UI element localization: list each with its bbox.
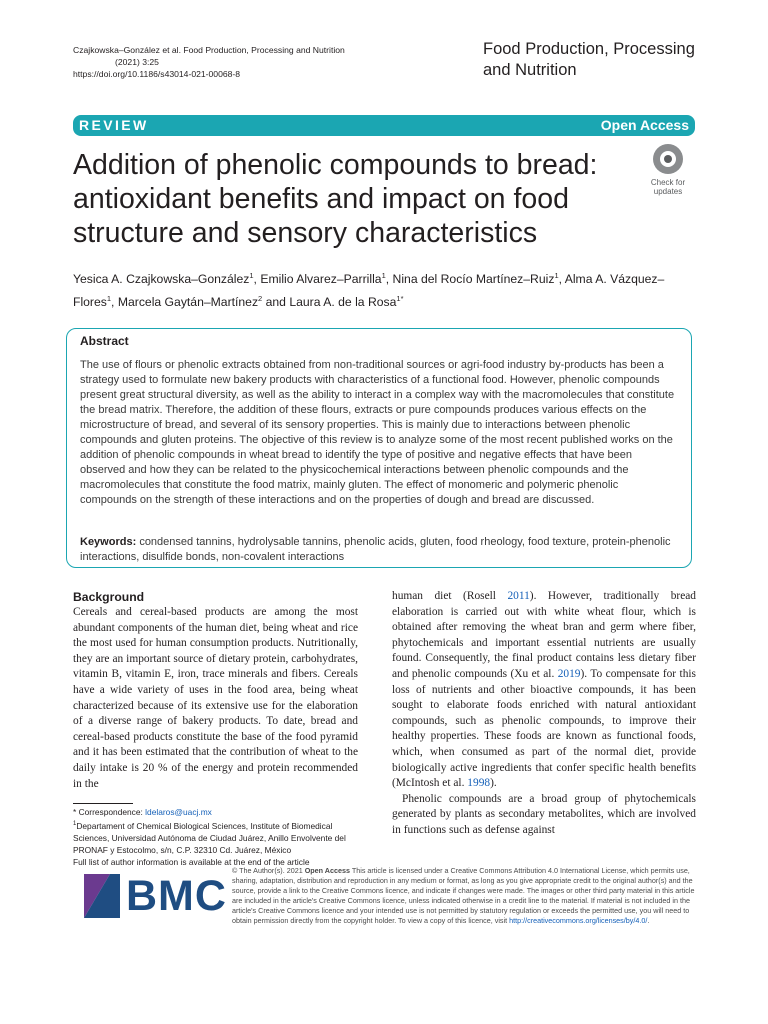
article-title: Addition of phenolic compounds to bread: antioxidant benefits and impact on food structure and sensory characteristics <box>73 149 598 249</box>
right-column <box>392 589 696 839</box>
citation <box>73 44 345 80</box>
affiliation: $^1$Departament of Chemical Biological Sciences, Institute of Biomedical Sciences, Universidad Autónoma de Ciudad Juárez, Anillo Envolvente del PRONAF y Estocolmo, s/n, C.P. 32310 Cd. Juárez, México <box>73 820 346 855</box>
open-access-label: Open Access <box>600 117 689 133</box>
license-link[interactable]: http://creativecommons.org/licenses/by/4.0/ <box>509 916 648 925</box>
author[interactable]: Yesica A. Czajkowska–González$^1$ <box>73 271 254 287</box>
keywords-list: condensed tannins, hydrolysable tannins, phenolic acids, gluten, food rheology, food texture, protein-phenolic interactions, disulfide bonds, non-covalent interactions <box>80 536 671 563</box>
citation-line1: Czajkowska–González et al. Food Production, Processing and Nutrition <box>73 45 345 55</box>
author[interactable]: Emilio Alvarez–Parrilla$^1$ <box>260 271 386 287</box>
keywords <box>80 535 678 565</box>
footnote <box>73 806 363 868</box>
body-paragraph: Phenolic compounds are a broad group of phytochemicals generated by plants as secondary metabolites, which are involved in functions such as defense against <box>392 792 696 836</box>
body-paragraph: Cereals and cereal-based products are among the most abundant components of the human diet, being wheat and rice the most used for human consumption products. Nutritionally, they are an important source of dietary protein, carbohydrates, vitamin B, vitamin E, iron, trace minerals and fibers. Cereals have a wide variety of uses in the food area, being wheat characterized because of its extensive use for the elaboration of a diverse range of bakery products. To date, bread and cereal-based products constitute the base of the food pyramid and it has been estimated that the contribution of wheat to the daily intake is 20 % of the energy and protein recommended in the <box>73 606 358 790</box>
correspondence: * Correspondence: ldelaros@uacj.mx <box>73 807 212 817</box>
journal-line1: Food Production, Processing <box>483 40 695 58</box>
left-column <box>73 589 358 792</box>
reference-link[interactable]: 2019 <box>557 667 581 680</box>
abstract-heading: Abstract <box>80 334 129 348</box>
check-for-updates-badge[interactable] <box>645 144 691 202</box>
reference-link[interactable]: 1998 <box>467 777 491 790</box>
section-heading-background: Background <box>73 590 145 604</box>
author-list: Yesica A. Czajkowska–González$^1$, Emilio Alvarez–Parrilla$^1$, Nina del Rocío Martínez–Ruiz$^1$, Alma A. Vázquez–Flores$^1$, Marcela Gaytán–Martínez$^2$ and Laura A. de la Rosa$^{1*}$ <box>73 271 665 310</box>
citation-line2: (2021) 3:25 <box>115 57 159 67</box>
check-updates-text: Check for updates <box>650 178 686 196</box>
footnote-divider <box>73 803 133 804</box>
article-type: REVIEW <box>79 117 149 133</box>
author[interactable]: Nina del Rocío Martínez–Ruiz$^1$ <box>392 271 559 287</box>
license-text: © The Author(s). 2021 Open Access This article is licensed under a Creative Commons Attribution 4.0 International License, which permits use, sharing, adaptation, distribution and reproduction in any medium or format, as long as you give appropriate credit to the original author(s) and the source, provide a link to the Creative Commons licence, and indicate if changes were made. The images or other third party material in this article are included in the article's Creative Commons licence, unless indicated otherwise in a credit line to the material. If material is not included in the article's Creative Commons licence and your intended use is not permitted by statutory regulation or exceeds the permitted use, you will need to obtain permission directly from the copyright holder. To view a copy of this licence, visit http://creativecommons.org/licenses/by/4.0/. <box>232 866 695 925</box>
article-type-banner <box>73 115 695 136</box>
body-paragraph: human diet (Rosell 2011). However, traditionally bread elaboration is carried out with white wheat flour, which is obtained after removing the wheat bran and germ where fiber, phytochemicals and important essential nutrients are usually found. Consequently, the final product contains less dietary fiber and phenolic compounds (Xu et al. 2019). To compensate for this loss of nutrients and other bioactive compounds, it has been sought to elaborate foods enriched with natural antioxidant compounds, such as phenolic compounds, to improve their healthy properties. These foods are known as functional foods, which, when consumed as part of the normal diet, provide biologically active ingredients that confer specific health benefits (McIntosh et al. 1998). <box>392 590 696 790</box>
check-updates-icon <box>653 144 683 174</box>
doi-link[interactable]: https://doi.org/10.1186/s43014-021-00068-8 <box>73 69 241 79</box>
author[interactable]: Marcela Gaytán–Martínez$^2$ <box>117 294 263 310</box>
bmc-logo-text: BMC <box>126 872 227 920</box>
author[interactable]: Alma A. Vázquez–Flores$^1$ <box>73 272 665 310</box>
author-conjunction: and <box>265 295 286 310</box>
bmc-logo <box>84 872 227 920</box>
bmc-mark-icon <box>84 872 124 920</box>
author[interactable]: Laura A. de la Rosa$^{1*}$ <box>289 294 404 310</box>
journal-name <box>483 39 723 81</box>
reference-link[interactable]: 2011 <box>507 590 530 602</box>
journal-line2: and Nutrition <box>483 61 577 79</box>
abstract-text: The use of flours or phenolic extracts obtained from non-traditional sources or agri-food industry by-products has been a strategy used to formulate new bakery products with characteristics of a functional food. However, phenolic compounds present great structural diversity, as well as the ability to interact in a complex way with the macromolecules that constitute the bread matrix. Therefore, the addition of these flours, extracts or pure compounds produces various effects on the microstructure of bread, and several of its sensory properties. This is mainly due to interactions between phenolic compounds and gluten proteins. The objective of this review is to analyze some of the most recent published works on the addition of phenolic compounds in wheat bread to identify the type of positive and negative effects that have been observed and how they can be related to the physicochemical interactions between phenolic compounds and the macromolecules that constitute the food matrix, mainly gluten. The effect of monomeric and polymeric phenolic compounds on the strength of these interactions and on the properties of dough and bread are discussed. <box>80 359 675 506</box>
correspondence-email[interactable]: ldelaros@uacj.mx <box>145 807 212 817</box>
author-info-note: Full list of author information is available at the end of the article <box>73 856 310 867</box>
keywords-label: Keywords: <box>80 536 137 548</box>
